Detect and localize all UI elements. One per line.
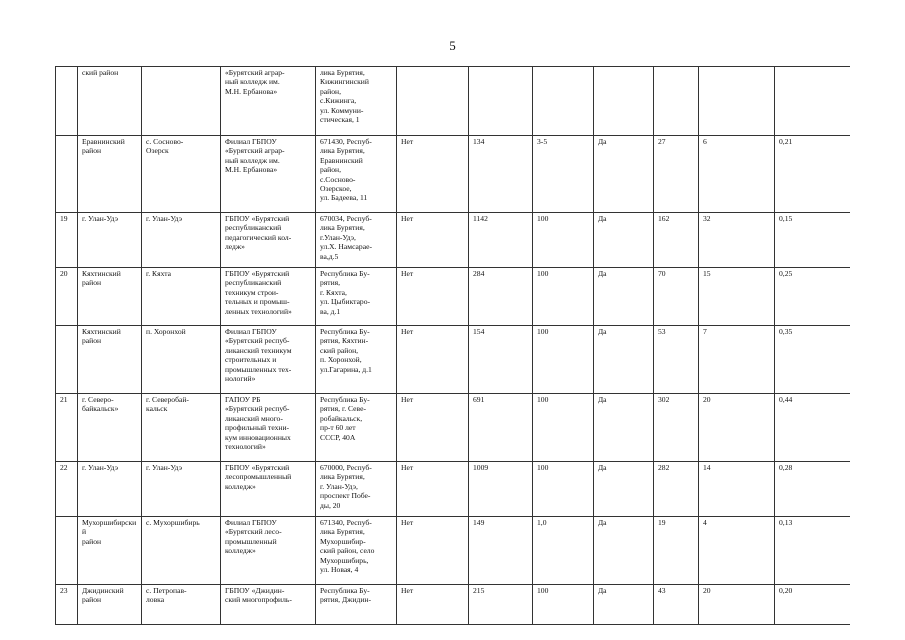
cell-col9: Да bbox=[594, 585, 654, 625]
cell-locality: г. Северобай- кальск bbox=[142, 394, 221, 462]
cell-locality: г. Улан-Удэ bbox=[142, 213, 221, 268]
cell-col6: Нет bbox=[397, 517, 469, 585]
cell-col10: 19 bbox=[654, 517, 699, 585]
cell-col9 bbox=[594, 67, 654, 136]
cell-col8: 1,0 bbox=[533, 517, 594, 585]
cell-col9: Да bbox=[594, 136, 654, 213]
cell-number bbox=[56, 136, 78, 213]
cell-locality: п. Хоронхой bbox=[142, 326, 221, 394]
cell-col7: 154 bbox=[469, 326, 533, 394]
cell-district: Кяхтинский район bbox=[78, 268, 142, 326]
cell-institution: ГБПОУ «Бурятский республиканский техникум строи- тельных и промыш- ленных технологий» bbox=[221, 268, 316, 326]
cell-col8: 100 bbox=[533, 268, 594, 326]
cell-number: 20 bbox=[56, 268, 78, 326]
cell-institution: ГБПОУ «Джидин- ский многопрофиль- bbox=[221, 585, 316, 625]
cell-col6: Нет bbox=[397, 268, 469, 326]
cell-address: Республика Бу- рятия, г. Кяхта, ул. Цыбиктаро- ва, д.1 bbox=[316, 268, 397, 326]
cell-col11: 14 bbox=[699, 462, 775, 517]
table-row bbox=[56, 462, 851, 517]
cell-address: Республика Бу- рятия, Кяхтин- ский район, п. Хоронхой, ул.Гагарина, д.1 bbox=[316, 326, 397, 394]
cell-col11 bbox=[699, 67, 775, 136]
cell-col11: 15 bbox=[699, 268, 775, 326]
cell-col11: 20 bbox=[699, 394, 775, 462]
cell-address: 671430, Респуб- лика Бурятия, Еравнинский район, с.Сосново- Озерское, ул. Бадеева, 11 bbox=[316, 136, 397, 213]
cell-col8: 3-5 bbox=[533, 136, 594, 213]
table-row bbox=[56, 268, 851, 326]
cell-locality: с. Мухоршибирь bbox=[142, 517, 221, 585]
cell-institution: ГБПОУ «Бурятский лесопромышленный колледж» bbox=[221, 462, 316, 517]
cell-col7 bbox=[469, 67, 533, 136]
cell-col9: Да bbox=[594, 394, 654, 462]
cell-address: 670034, Респуб- лика Бурятия, г.Улан-Удэ, ул.Х. Намсарае- ва,д.5 bbox=[316, 213, 397, 268]
cell-col9: Да bbox=[594, 213, 654, 268]
cell-col6: Нет bbox=[397, 213, 469, 268]
cell-col11: 7 bbox=[699, 326, 775, 394]
cell-institution: ГАПОУ РБ «Бурятский респуб- ликанский много- профильный техни- кум инновационных технологий» bbox=[221, 394, 316, 462]
cell-col7: 134 bbox=[469, 136, 533, 213]
cell-col7: 1142 bbox=[469, 213, 533, 268]
cell-col8: 100 bbox=[533, 585, 594, 625]
cell-number: 22 bbox=[56, 462, 78, 517]
cell-col6: Нет bbox=[397, 585, 469, 625]
cell-col6: Нет bbox=[397, 326, 469, 394]
cell-col9: Да bbox=[594, 326, 654, 394]
cell-col8: 100 bbox=[533, 462, 594, 517]
cell-district: Мухоршибирский район bbox=[78, 517, 142, 585]
cell-col10: 27 bbox=[654, 136, 699, 213]
cell-institution: Филиал ГБПОУ «Бурятский респуб- ликанский техникум строительных и промышленных тех- нологий» bbox=[221, 326, 316, 394]
cell-locality: с. Петропав- ловка bbox=[142, 585, 221, 625]
cell-col9: Да bbox=[594, 517, 654, 585]
table-row bbox=[56, 213, 851, 268]
cell-col11: 4 bbox=[699, 517, 775, 585]
cell-col12: 0,20 bbox=[775, 585, 851, 625]
cell-number: 21 bbox=[56, 394, 78, 462]
table-row bbox=[56, 136, 851, 213]
page-number: 5 bbox=[449, 38, 456, 53]
cell-district: ский район bbox=[78, 67, 142, 136]
cell-col10: 162 bbox=[654, 213, 699, 268]
cell-col7: 284 bbox=[469, 268, 533, 326]
cell-district: г. Северо- байкальск» bbox=[78, 394, 142, 462]
cell-col12: 0,13 bbox=[775, 517, 851, 585]
table-row bbox=[56, 585, 851, 625]
cell-col11: 32 bbox=[699, 213, 775, 268]
cell-col6: Нет bbox=[397, 394, 469, 462]
cell-col12: 0,35 bbox=[775, 326, 851, 394]
cell-number: 23 bbox=[56, 585, 78, 625]
table-container bbox=[55, 66, 850, 640]
cell-number bbox=[56, 67, 78, 136]
cell-col12: 0,44 bbox=[775, 394, 851, 462]
cell-locality: г. Кяхта bbox=[142, 268, 221, 326]
cell-col11: 6 bbox=[699, 136, 775, 213]
cell-district: Еравнинский район bbox=[78, 136, 142, 213]
cell-col11: 20 bbox=[699, 585, 775, 625]
cell-institution: Филиал ГБПОУ «Бурятский лесо- промышленный колледж» bbox=[221, 517, 316, 585]
cell-col6 bbox=[397, 67, 469, 136]
table-row bbox=[56, 67, 851, 136]
cell-number bbox=[56, 326, 78, 394]
cell-address: 670000, Респуб- лика Бурятия, г. Улан-Удэ, проспект Побе- ды, 20 bbox=[316, 462, 397, 517]
table-row bbox=[56, 326, 851, 394]
cell-district: г. Улан-Удэ bbox=[78, 462, 142, 517]
cell-col9: Да bbox=[594, 268, 654, 326]
cell-col7: 691 bbox=[469, 394, 533, 462]
cell-locality: с. Сосново- Озерск bbox=[142, 136, 221, 213]
cell-col6: Нет bbox=[397, 462, 469, 517]
cell-address: Республика Бу- рятия, г. Севе- робайкальск, пр-т 60 лет СССР, 40А bbox=[316, 394, 397, 462]
cell-col12 bbox=[775, 67, 851, 136]
cell-col12: 0,21 bbox=[775, 136, 851, 213]
cell-col9: Да bbox=[594, 462, 654, 517]
cell-institution: «Бурятский аграр- ный колледж им. М.Н. Ербанова» bbox=[221, 67, 316, 136]
cell-col12: 0,15 bbox=[775, 213, 851, 268]
cell-col10: 53 bbox=[654, 326, 699, 394]
cell-col7: 149 bbox=[469, 517, 533, 585]
cell-institution: Филиал ГБПОУ «Бурятский аграр- ный колледж им. М.Н. Ербанова» bbox=[221, 136, 316, 213]
cell-address: 671340, Респуб- лика Бурятия, Мухоршибир- ский район, село Мухоршибирь, ул. Новая, 4 bbox=[316, 517, 397, 585]
cell-col10: 302 bbox=[654, 394, 699, 462]
table-row bbox=[56, 394, 851, 462]
institutions-table bbox=[55, 66, 850, 625]
cell-col7: 1009 bbox=[469, 462, 533, 517]
cell-col7: 215 bbox=[469, 585, 533, 625]
cell-number: 19 bbox=[56, 213, 78, 268]
cell-locality bbox=[142, 67, 221, 136]
cell-address: лика Бурятия, Кижингинский район, с.Кижинга, ул. Коммуни- стическая, 1 bbox=[316, 67, 397, 136]
cell-district: Джидинский район bbox=[78, 585, 142, 625]
cell-col12: 0,25 bbox=[775, 268, 851, 326]
cell-district: г. Улан-Удэ bbox=[78, 213, 142, 268]
cell-institution: ГБПОУ «Бурятский республиканский педагогический кол- ледж» bbox=[221, 213, 316, 268]
cell-col8: 100 bbox=[533, 394, 594, 462]
cell-address: Республика Бу- рятия, Джидин- bbox=[316, 585, 397, 625]
cell-number bbox=[56, 517, 78, 585]
table-row bbox=[56, 517, 851, 585]
cell-col10: 43 bbox=[654, 585, 699, 625]
cell-locality: г. Улан-Удэ bbox=[142, 462, 221, 517]
cell-col8: 100 bbox=[533, 213, 594, 268]
cell-col10: 70 bbox=[654, 268, 699, 326]
cell-district: Кяхтинский район bbox=[78, 326, 142, 394]
cell-col10 bbox=[654, 67, 699, 136]
cell-col8: 100 bbox=[533, 326, 594, 394]
cell-col12: 0,28 bbox=[775, 462, 851, 517]
cell-col10: 282 bbox=[654, 462, 699, 517]
cell-col6: Нет bbox=[397, 136, 469, 213]
cell-col8 bbox=[533, 67, 594, 136]
